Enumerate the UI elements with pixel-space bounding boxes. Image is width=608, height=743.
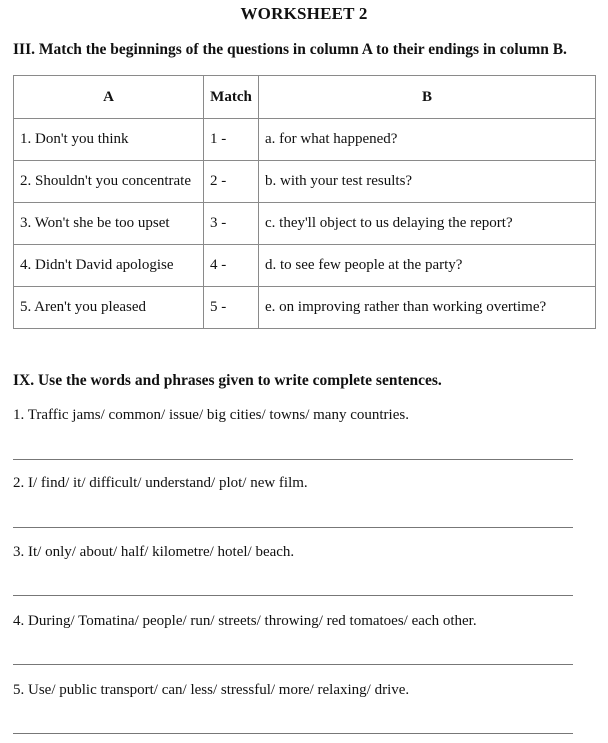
sentence-prompt-5: 5. Use/ public transport/ can/ less/ stressful/ more/ relaxing/ drive. (13, 682, 410, 698)
table-header-row (14, 76, 596, 119)
cell-match[interactable]: 5 - (204, 287, 259, 329)
cell-match[interactable]: 4 - (204, 245, 259, 287)
cell-b: e. on improving rather than working overtime? (259, 287, 596, 329)
cell-match[interactable]: 3 - (204, 203, 259, 245)
table-row (14, 287, 596, 329)
column-a-header: A (14, 76, 204, 119)
sentence-prompt-4: 4. During/ Tomatina/ people/ run/ streets/ throwing/ red tomatoes/ each other. (13, 613, 477, 629)
answer-line-2[interactable] (13, 527, 573, 528)
table-row (14, 203, 596, 245)
answer-line-4[interactable] (13, 664, 573, 665)
cell-a: 3. Won't she be too upset (14, 203, 204, 245)
worksheet-title: WORKSHEET 2 (240, 4, 368, 23)
column-b-header: B (259, 76, 596, 119)
answer-line-5[interactable] (13, 733, 573, 734)
cell-a: 1. Don't you think (14, 119, 204, 161)
answer-line-1[interactable] (13, 459, 573, 460)
matching-table (13, 75, 596, 329)
cell-match[interactable]: 2 - (204, 161, 259, 203)
cell-a: 5. Aren't you pleased (14, 287, 204, 329)
section-3-instruction: III. Match the beginnings of the questions in column A to their endings in column B. (13, 41, 567, 58)
column-match-header: Match (204, 76, 259, 119)
cell-b: d. to see few people at the party? (259, 245, 596, 287)
sentence-prompt-2: 2. I/ find/ it/ difficult/ understand/ plot/ new film. (13, 475, 308, 491)
sentence-prompt-1: 1. Traffic jams/ common/ issue/ big cities/ towns/ many countries. (13, 407, 409, 423)
table-row (14, 245, 596, 287)
cell-a: 4. Didn't David apologise (14, 245, 204, 287)
cell-match[interactable]: 1 - (204, 119, 259, 161)
cell-a: 2. Shouldn't you concentrate (14, 161, 204, 203)
table-row (14, 119, 596, 161)
section-9-instruction: IX. Use the words and phrases given to write complete sentences. (13, 372, 442, 389)
answer-line-3[interactable] (13, 595, 573, 596)
table-row (14, 161, 596, 203)
sentence-prompt-3: 3. It/ only/ about/ half/ kilometre/ hotel/ beach. (13, 544, 295, 560)
cell-b: a. for what happened? (259, 119, 596, 161)
cell-b: c. they'll object to us delaying the report? (259, 203, 596, 245)
cell-b: b. with your test results? (259, 161, 596, 203)
